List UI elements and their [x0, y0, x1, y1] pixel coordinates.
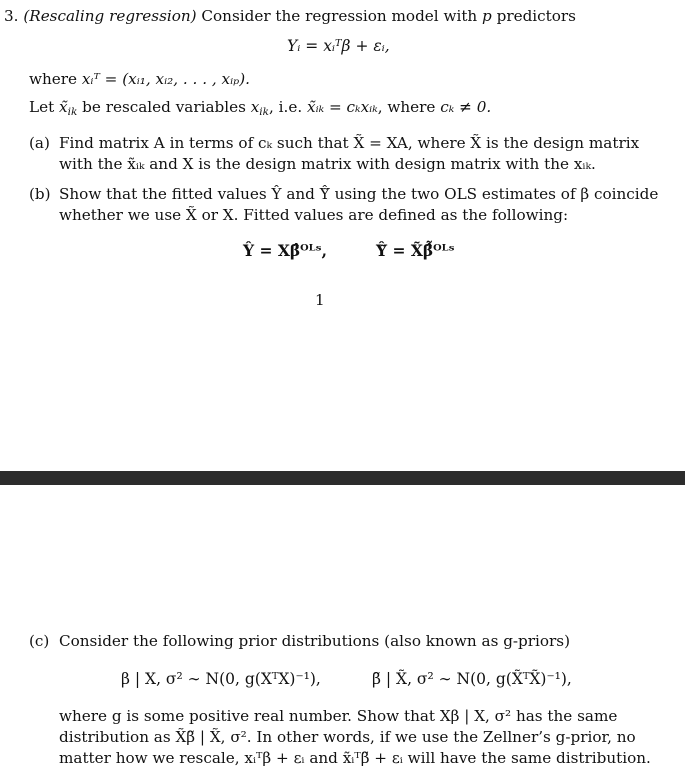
part-a-label: (a): [29, 134, 50, 152]
page-divider: [0, 471, 685, 485]
let-mid: be rescaled variables: [82, 98, 246, 116]
part-c-line-2: where g is some positive real number. Show that Xβ | X, σ² has the same: [59, 707, 618, 725]
model-equation: [287, 37, 390, 55]
problem-number: 3.: [4, 7, 19, 25]
part-b-label: (b): [29, 185, 51, 203]
let-text: Let: [29, 98, 55, 116]
model-equation-text: Yᵢ = xᵢᵀβ + εᵢ,: [287, 37, 390, 55]
part-c-label: (c): [29, 632, 50, 650]
problem-heading: [4, 6, 576, 26]
problem-intro-end: predictors: [496, 7, 576, 25]
page-number: 1: [315, 291, 325, 309]
where-line: [29, 69, 250, 89]
let-line: Let $x̃_{ik}$ be rescaled variables $x_{ik}$, i.e. x̃ᵢₖ = cₖxᵢₖ, where cₖ ≠ 0.: [29, 98, 492, 118]
problem-title: (Rescaling regression): [23, 7, 197, 25]
where-equation: xᵢᵀ = (xᵢ₁, xᵢ₂, . . . , xᵢₚ).: [81, 70, 250, 88]
part-c-line-4: matter how we rescale, xᵢᵀβ + εᵢ and x̃ᵢᵀβ̃ + εᵢ will have the same distribution.: [59, 749, 651, 767]
where-label: where: [29, 70, 78, 88]
part-b-line-1: Show that the fitted values Ŷ and Ŷ̃ using the two OLS estimates of β coincide: [59, 185, 659, 203]
prior-equation-1: β | X, σ² ∼ N(0, g(XᵀX)⁻¹),: [121, 670, 321, 688]
part-c-line-1: Consider the following prior distributions (also known as g-priors): [59, 632, 571, 650]
part-b-line-2: whether we use X̃ or X. Fitted values are defined as the following:: [59, 206, 569, 224]
fitted-values-equation-1: Ŷ = Xβ̂ᴼᴸˢ,: [243, 241, 328, 260]
let-equation: x̃ᵢₖ = cₖxᵢₖ: [307, 98, 378, 116]
let-ie: , i.e.: [269, 98, 303, 116]
let-condition: cₖ ≠ 0.: [440, 98, 492, 116]
problem-intro: Consider the regression model with: [201, 7, 478, 25]
fitted-values-equation-2: Ŷ̃ = X̃β̂̃ᴼᴸˢ: [376, 241, 455, 260]
part-a-line-2: with the x̃ᵢₖ and X is the design matrix with design matrix with the xᵢₖ.: [59, 155, 596, 173]
prior-equation-2: β̃ | X̃, σ² ∼ N(0, g(X̃ᵀX̃)⁻¹),: [372, 670, 572, 688]
predictor-count-symbol: p: [482, 7, 492, 25]
part-c-line-3: distribution as X̃β̃ | X̃, σ². In other words, if we use the Zellner’s g-prior, no: [59, 728, 636, 746]
part-a-line-1: Find matrix A in terms of cₖ such that X̃ = XA, where X̃ is the design matrix: [59, 134, 640, 152]
let-where: , where: [377, 98, 436, 116]
